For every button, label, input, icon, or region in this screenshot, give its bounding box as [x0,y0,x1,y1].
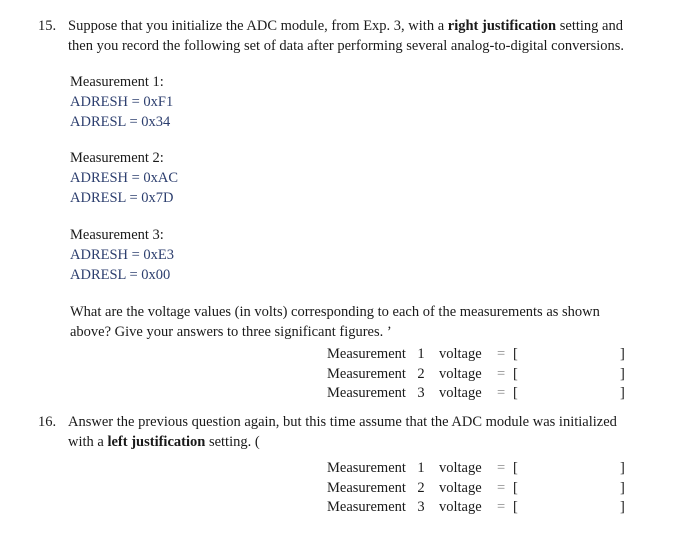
answer-voltage-label: voltage [439,479,482,496]
question-16-line-1 [38,412,658,432]
answer-bracket-close[interactable]: ] [620,346,625,362]
equals-sign: = [497,385,506,401]
measurement-block-3 [70,225,174,285]
adresh-value: ADRESH = 0xAC [70,170,179,186]
adresl-value: ADRESL = 0x7D [70,190,174,206]
answer-bracket-open[interactable]: [ [513,365,518,382]
answer-voltage-label: voltage [439,365,482,382]
answer-number: 3 [417,385,425,401]
bold-term: left justification [107,434,206,450]
answer-row-1[interactable] [327,345,632,365]
bold-term: right justification [447,18,557,34]
answer-bracket-close[interactable]: ] [620,479,625,496]
adresl-value: ADRESL = 0x00 [70,267,171,283]
equals-sign: = [497,346,506,362]
answer-row-1[interactable] [327,459,632,479]
measurement-block-2 [70,148,178,208]
question-text: setting. ( [205,434,260,450]
answer-voltage-label: voltage [439,385,482,401]
answer-bracket-open[interactable]: [ [513,479,518,496]
answer-row-2[interactable] [327,479,632,499]
prompt-line-2: above? Give your answers to three significant figures. ’ [70,324,392,340]
answer-label: Measurement [327,385,406,401]
question-number: 15. [38,18,57,34]
equals-sign: = [497,499,506,515]
answer-voltage-label: voltage [439,499,482,515]
question-15-line-1 [38,16,658,36]
answer-label: Measurement [327,499,406,515]
answer-label: Measurement [327,365,406,382]
equals-sign: = [497,460,506,476]
question-15-prompt [70,302,660,342]
answer-row-3[interactable] [327,384,632,404]
adresl-value: ADRESL = 0x34 [70,114,171,130]
answer-row-2[interactable] [327,365,632,385]
measurement-title: Measurement 3: [70,227,164,243]
answer-label: Measurement [327,460,406,476]
question-15 [38,16,658,56]
answer-bracket-close[interactable]: ] [620,499,625,515]
adresh-value: ADRESH = 0xF1 [70,94,174,110]
answer-label: Measurement [327,346,406,362]
answer-number: 3 [417,499,425,515]
answer-number: 2 [417,479,425,496]
measurement-block-1 [70,72,173,132]
question-text: with a [68,434,108,450]
answer-row-3[interactable] [327,498,632,518]
answer-bracket-open[interactable]: [ [513,499,518,515]
prompt-line-1: What are the voltage values (in volts) corresponding to each of the measurements as shown [70,304,600,320]
adresh-value: ADRESH = 0xE3 [70,247,175,263]
answer-bracket-open[interactable]: [ [513,346,518,362]
question-16-line-2 [38,432,658,452]
measurement-title: Measurement 1: [70,74,164,90]
answer-bracket-close[interactable]: ] [620,365,625,382]
question-text: Answer the previous question again, but this time assume that the ADC module was initialized [68,414,617,430]
answer-number: 2 [417,365,425,382]
question-15-line-2: then you record the following set of data after performing several analog-to-digital conversions. [68,38,625,54]
question-16 [38,412,658,452]
answer-bracket-close[interactable]: ] [620,385,625,401]
question-text: setting and [556,18,623,34]
equals-sign: = [497,365,506,382]
question-text: Suppose that you initialize the ADC module, from Exp. 3, with a [68,18,448,34]
question-number: 16. [38,414,57,430]
measurement-title: Measurement 2: [70,150,164,166]
answer-label: Measurement [327,479,406,496]
equals-sign: = [497,479,506,496]
answer-bracket-close[interactable]: ] [620,460,625,476]
answer-number: 1 [417,460,425,476]
question-16-answers [327,459,632,518]
answer-voltage-label: voltage [439,460,482,476]
answer-bracket-open[interactable]: [ [513,385,518,401]
answer-voltage-label: voltage [439,346,482,362]
answer-bracket-open[interactable]: [ [513,460,518,476]
answer-number: 1 [417,346,425,362]
question-15-answers [327,345,632,404]
